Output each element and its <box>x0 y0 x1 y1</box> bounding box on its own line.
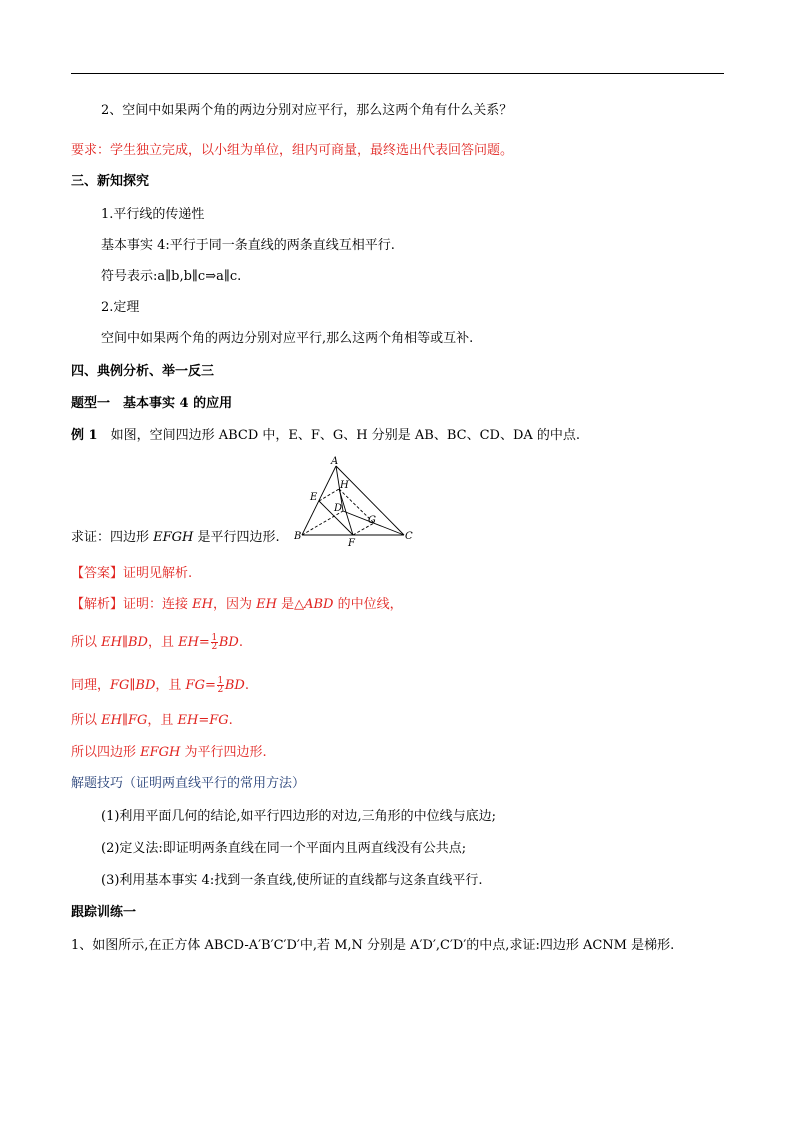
answer-tag: 【答案】 <box>71 566 124 581</box>
example-label: 例 1 <box>71 428 98 443</box>
answer-line: 【答案】证明见解析. <box>71 566 193 581</box>
section-3-p4: 2.定理 <box>101 300 140 315</box>
tip-3: (3)利用基本事实 4:找到一条直线,使所证的直线都与这条直线平行. <box>101 873 483 888</box>
section-4-heading: 四、典例分析、举一反三 <box>71 364 215 379</box>
example-1 <box>71 428 580 444</box>
tetrahedron-figure <box>294 455 418 547</box>
label-d: D <box>334 503 343 514</box>
header-rule <box>71 73 724 74</box>
analysis-line-5: 所以四边形 EFGH 为平行四边形. <box>71 745 267 760</box>
analysis-line-4: 所以 EH∥FG，且 EH=FG. <box>71 713 233 728</box>
label-c: C <box>405 531 413 542</box>
analysis-tag: 【解析】 <box>71 597 124 612</box>
tip-2: (2)定义法:即证明两条直线在同一个平面内且两直线没有公共点; <box>101 841 467 856</box>
theorem-text: 空间中如果两个角的两边分别对应平行,那么这两个角相等或互补. <box>101 331 474 346</box>
basic-fact-4: 基本事实 4:平行于同一条直线的两条直线互相平行. <box>101 238 395 253</box>
prove-statement: 求证：四边形 EFGH 是平行四边形. <box>71 530 280 545</box>
fraction-half: $\frac{1}{2}$ <box>217 676 224 695</box>
section-3-p1: 1.平行线的传递性 <box>101 207 205 222</box>
analysis-line-1: 【解析】证明：连接 EH，因为 EH 是△ABD 的中位线， <box>71 597 403 612</box>
label-h: H <box>340 480 349 491</box>
section-3-heading: 三、新知探究 <box>71 174 150 189</box>
analysis-line-2: 所以 EH∥BD，且 EH= $\frac{1}{2}$ BD. <box>71 633 243 652</box>
fraction-half: $\frac{1}{2}$ <box>211 633 218 652</box>
question-2: 2、空间中如果两个角的两边分别对应平行，那么这两个角有什么关系？ <box>101 103 513 118</box>
label-a: A <box>331 456 339 467</box>
practice-question-1: 1、如图所示,在正方体 ABCD-A′B′C′D′中,若 M,N 分别是 A′D′,C′D′的中点,求证:四边形 ACNM 是梯形. <box>71 938 675 953</box>
analysis-line-3: 同理，FG∥BD，且 FG= $\frac{1}{2}$ BD. <box>71 676 249 695</box>
type-1-heading: 题型一 基本事实 4 的应用 <box>71 396 233 411</box>
tips-title: 解题技巧（证明两直线平行的常用方法） <box>71 776 306 791</box>
requirement-text: 要求：学生独立完成，以小组为单位，组内可商量，最终选出代表回答问题。 <box>71 143 514 158</box>
example-text: 如图，空间四边形 ABCD 中，E、F、G、H 分别是 AB、BC、CD、DA 的中点. <box>97 428 581 443</box>
label-b: B <box>294 531 302 542</box>
tip-1: (1)利用平面几何的结论,如平行四边形的对边,三角形的中位线与底边; <box>101 809 497 824</box>
label-g: G <box>368 515 376 526</box>
symbol-notation: 符号表示:a∥b,b∥c⇒a∥c. <box>101 269 242 284</box>
practice-heading: 跟踪训练一 <box>71 905 137 920</box>
label-e: E <box>310 492 318 503</box>
label-f: F <box>348 538 355 547</box>
